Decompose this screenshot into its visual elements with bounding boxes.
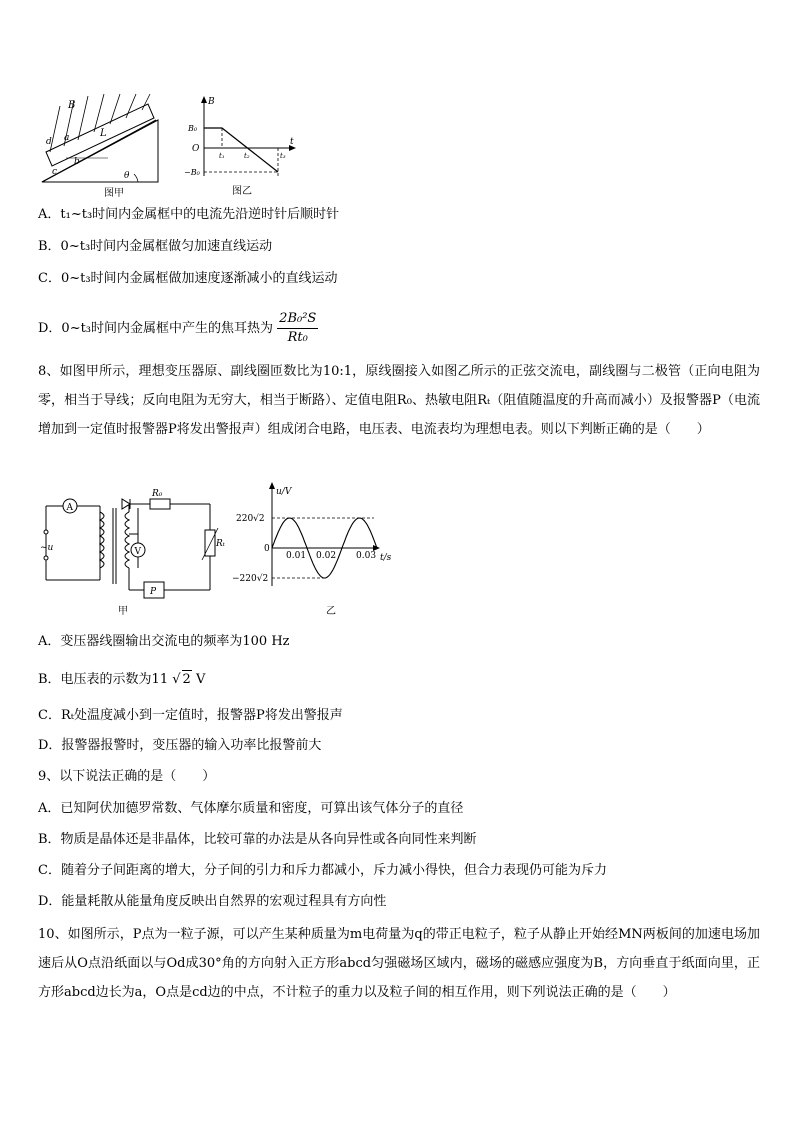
fig3-ammeter-label: A [66,503,73,513]
fig2-label-B0: B₀ [188,124,198,133]
q9-option-a: A．已知阿伏加德罗常数、气体摩尔质量和密度，可算出该气体分子的直径 [38,801,464,816]
q9-stem: 9、以下说法正确的是（ ） [38,769,216,784]
figure-incline-frame [38,92,168,200]
q9-option-b: B．物质是晶体还是非晶体，比较可靠的办法是从各向异性或各向同性来判断 [38,832,477,847]
fig1-label-c: c [52,167,58,177]
fig2-caption: 图乙 [232,186,252,197]
fig4-tick-002: 0.02 [316,551,337,561]
fig2-label-t: t [290,137,294,147]
fig1-label-theta: θ [124,171,130,181]
q7-option-a: A．t₁~t₃时间内金属框中的电流先沿逆时针后顺时针 [38,207,340,222]
q8-option-c: C．Rₜ处温度减小到一定值时，报警器P将发出警报声 [38,708,343,723]
q10-stem: 10、如图所示，P点为一粒子源，可以产生某种质量为m电荷量为q的带正电粒子，粒子从静止开始经MN两板间的加速电场加速后从O点沿纸面以与Od成30°角的方向射入正方形abcd匀强磁场区域内，磁场的磁感应强度为B，方向垂直于纸面向里，正方形abcd边长为a，O点是cd边的中点，不计粒子的重力以及粒子间的相互作用，则下列说法正确的是（ ） [38,927,760,1000]
q9-option-d: D．能量耗散从能量角度反映出自然界的宏观过程具有方向性 [38,894,387,909]
fig4-tick-001: 0.01 [286,551,307,561]
fig4-xlabel: t/s [380,553,392,563]
fig1-label-a: a [64,133,70,143]
q8-stem: 8、如图甲所示，理想变压器原、副线圈匝数比为10:1，原线圈接入如图乙所示的正弦交流电，副线圈与二极管（正向电阻为零，相当于导线；反向电阻为无穷大，相当于断路）、定值电阻R₀、热敏电阻Rₜ（阻值随温度的升高而减小）及报警器P（电流增加到一定值时报警器P将发出警报声）组成闭合电路，电压表、电流表均为理想电表。则以下判断正确的是（ ） [38,364,760,437]
figure-transformer-circuit [38,488,228,618]
q8-option-b-root: 2 [182,672,191,687]
fig3-r0-label: R₀ [152,489,163,499]
fig2-label-O: O [192,144,200,154]
fig2-label-B: B [208,97,215,107]
q7-option-b: B．0~t₃时间内金属框做匀加速直线运动 [38,239,273,254]
fig3-rt-label: Rₜ [216,539,225,549]
fig4-ybottom: −220√2 [232,574,269,584]
q8-option-b-text: B．电压表的示数为11 [38,672,169,687]
fig4-ylabel: u/V [276,487,292,497]
q7-option-d-numerator: 2B₀²S [277,310,318,329]
q7-option-d [38,310,318,347]
q8-option-d: D．报警器报警时，变压器的输入功率比报警前大 [38,738,322,753]
q8-option-a: A．变压器线圈输出交流电的频率为100 Hz [38,634,290,649]
fig3-alarm-label: P [150,587,157,597]
q7-option-c: C．0~t₃时间内金属框做加速度逐渐减小的直线运动 [38,271,338,286]
fig1-label-d: d [46,137,52,147]
q9-option-c: C．随着分子间距离的增大，分子间的引力和斥力都减小，斥力减小得快，但合力表现仍可能为斥力 [38,863,607,878]
fig3-source-label: ~u [40,543,54,553]
fig2-label-negB0: −B₀ [184,168,200,177]
fig1-caption: 图甲 [104,188,124,199]
fig1-label-L: L [100,128,107,139]
fig4-zero: 0 [264,544,270,554]
fig2-label-t3: t₃ [280,152,286,160]
fig3-caption: 甲 [118,606,128,617]
fig2-label-t1: t₁ [219,152,225,160]
q8-option-b-root-sign: √ [172,672,181,687]
fig2-label-t2: t₂ [244,152,250,160]
q8-option-b [38,670,205,689]
q7-option-d-fraction [277,310,318,347]
figure-sine-wave [232,482,402,618]
fig4-ytop: 220√2 [236,514,265,524]
q8-option-b-unit: V [195,672,206,687]
fig4-tick-003: 0.03 [356,551,377,561]
fig3-voltmeter-label: V [134,547,141,557]
fig1-label-b: b [74,157,80,167]
fig4-caption: 乙 [326,606,336,617]
q7-option-d-denominator: Rt₀ [287,330,308,345]
fig1-label-B: B [68,100,76,111]
q7-option-d-text: D．0~t₃时间内金属框中产生的焦耳热为 [38,321,274,336]
figure-b-t-graph [184,96,300,200]
